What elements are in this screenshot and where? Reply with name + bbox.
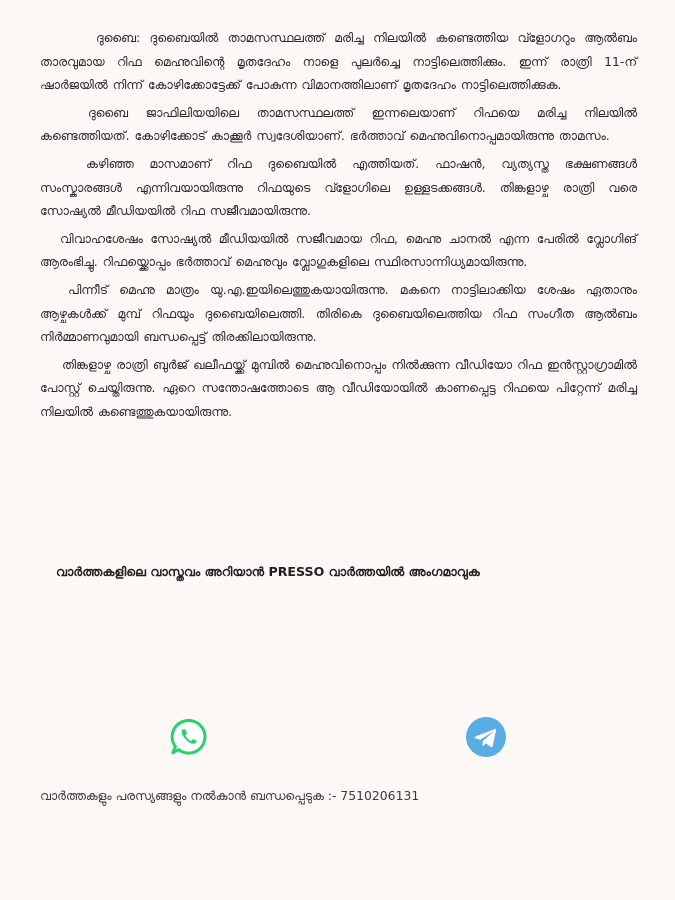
article-paragraph: പിന്നീട് മെഹ്നു മാത്രം യു.എ.ഇയിലെത്തുകയായിരുന്നു. മകനെ നാട്ടിലാക്കിയ ശേഷം ഏതാനും ആഴ്ചകൾക്ക് മുമ്പ് റിഫയും ദുബൈയിലെത്തി. തിരികെ ദുബൈയിലെത്തിയ റിഫ സംഗീത ആൽബം നിർമ്മാണവുമായി ബന്ധപ്പെട്ട് തിരക്കിലായിരുന്നു. xyxy=(40,281,637,345)
article-paragraph: ദുബൈ: ദുബൈയിൽ താമസസ്ഥലത്ത് മരിച്ച നിലയിൽ കണ്ടെത്തിയ വ്ളോഗറും ആൽബം താരവുമായ റിഫ മെഹ്നുവിന്റെ മൃതദേഹം നാളെ പുലർച്ചെ നാട്ടിലെത്തിക്കും. ഇന്ന് രാത്രി 11-ന് ഷാർജയിൽ നിന്ന് കോഴിക്കോട്ടേക്ക് പോകുന്ന വിമാനത്തിലാണ് മൃതദേഹം നാട്ടിലെത്തിക്കുക. xyxy=(40,30,637,93)
article-paragraph: കഴിഞ്ഞ മാസമാണ് റിഫ ദുബൈയിൽ എത്തിയത്. ഫാഷൻ, വ്യത്യസ്ത ഭക്ഷണങ്ങൾ സംസ്കാരങ്ങൾ എന്നിവയായിരുന്നു റിഫയുടെ വ്ളോഗിലെ ഉള്ളടക്കങ്ങൾ. തിങ്കളാഴ്ച രാത്രി വരെ സോഷ്യൽ മീഡിയയിൽ റിഫ സജീവമായിരുന്നു. xyxy=(40,155,637,219)
share-row xyxy=(0,716,675,760)
join-presso-heading: വാർത്തകളിലെ വാസ്തവം അറിയാൻ PRESSO വാർത്തയിൽ അംഗമാവുക xyxy=(56,564,480,579)
article-paragraph: വിവാഹശേഷം സോഷ്യൽ മീഡിയയിൽ സജീവമായ റിഫ, മെഹ്നു ചാനൽ എന്ന പേരിൽ വ്ലോഗിങ് ആരംഭിച്ചു. റിഫയ്ക്കൊപ്പം ഭർത്താവ് മെഹ്നുവും വ്ലോഗുകളിലെ സ്ഥിരസാന്നിധ്യമായിരുന്നു. xyxy=(40,230,637,270)
whatsapp-icon xyxy=(169,717,209,757)
telegram-icon xyxy=(465,716,507,758)
whatsapp-button[interactable] xyxy=(168,716,210,758)
article-body xyxy=(40,26,637,428)
contact-line: വാർത്തകളും പരസ്യങ്ങളും നൽകാൻ ബന്ധപ്പെടുക :- 7510206131 xyxy=(40,788,420,803)
telegram-button[interactable] xyxy=(465,716,507,758)
article-paragraph: തിങ്കളാഴ്ച രാത്രി ബുർജ് ഖലീഫയ്ക്ക് മുമ്പിൽ മെഹ്നുവിനൊപ്പം നിൽക്കുന്ന വീഡിയോ റിഫ ഇൻസ്റ്റാഗ്രാമിൽ പോസ്റ്റ് ചെയ്തിരുന്നു. ഏറെ സന്തോഷത്തോടെ ആ വീഡിയോയിൽ കാണപ്പെട്ട റിഫയെ പിറ്റേന്ന് മരിച്ച നിലയിൽ കണ്ടെത്തുകയായിരുന്നു. xyxy=(40,356,637,419)
article-paragraph: ദുബൈ ജാഫിലിയയിലെ താമസസ്ഥലത്ത് ഇന്നലെയാണ് റിഫയെ മരിച്ച നിലയിൽ കണ്ടെത്തിയത്. കോഴിക്കോട് കാക്കൂർ സ്വദേശിയാണ്. ഭർത്താവ് മെഹ്നുവിനൊപ്പമായിരുന്നു താമസം. xyxy=(40,104,637,144)
